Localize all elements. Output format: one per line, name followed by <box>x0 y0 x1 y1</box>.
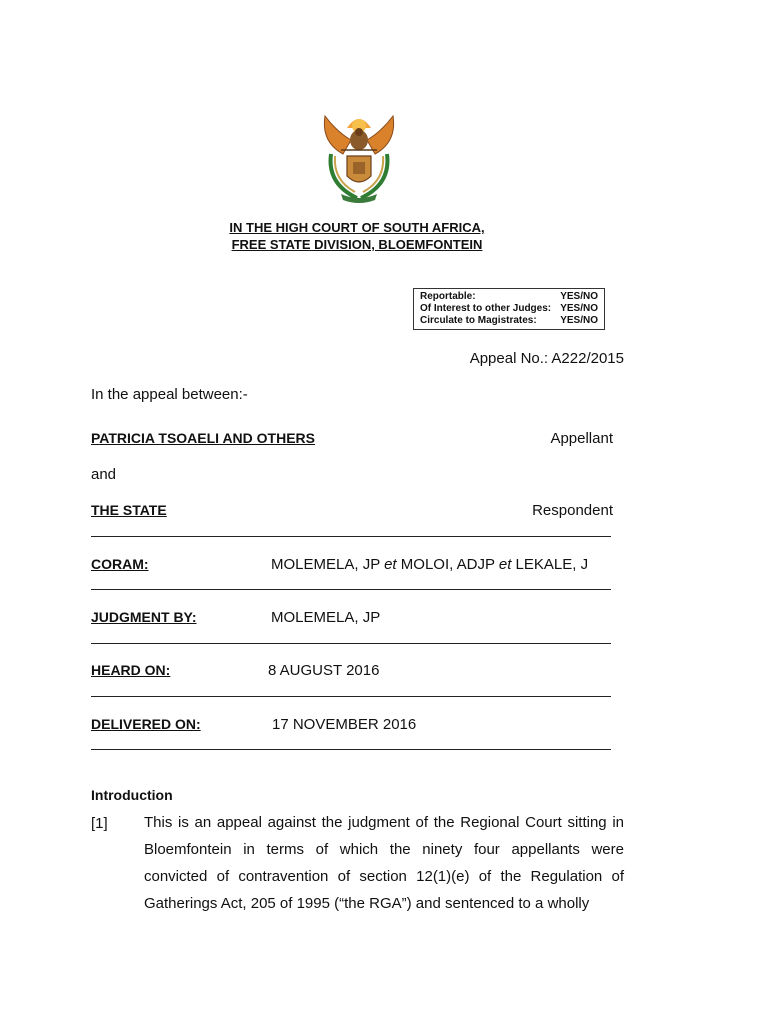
reportable-row <box>420 291 598 303</box>
respondent-name: THE STATE <box>91 502 167 518</box>
interest-row <box>420 303 598 315</box>
interest-value: YES/NO <box>560 303 598 314</box>
coram-et-1: et <box>384 556 397 573</box>
judgment-by-label: JUDGMENT BY: <box>91 609 197 625</box>
interest-label: Of Interest to other Judges: <box>420 303 552 314</box>
circulate-row <box>420 315 598 327</box>
divider <box>91 749 611 750</box>
paragraph-number: [1] <box>91 815 108 832</box>
reportable-box <box>413 288 605 330</box>
coram-judge-1: MOLEMELA, JP <box>271 556 385 573</box>
circulate-label: Circulate to Magistrates: <box>420 315 537 326</box>
heard-on-value: 8 AUGUST 2016 <box>268 662 380 679</box>
delivered-on-value: 17 NOVEMBER 2016 <box>272 716 417 733</box>
appeal-number: Appeal No.: A222/2015 <box>469 350 624 367</box>
appellant-role: Appellant <box>550 430 613 447</box>
appeal-between-text: In the appeal between:- <box>91 386 248 403</box>
and-text: and <box>91 466 117 483</box>
introduction-heading: Introduction <box>91 787 173 803</box>
coram-label: CORAM: <box>91 556 149 572</box>
coram-judge-2: MOLOI, ADJP <box>396 556 499 573</box>
heard-on-label: HEARD ON: <box>91 662 171 678</box>
reportable-label: Reportable: <box>420 291 476 302</box>
divider <box>91 589 611 590</box>
circulate-value: YES/NO <box>560 315 598 326</box>
judgment-by-value: MOLEMELA, JP <box>271 609 381 626</box>
coram-et-2: et <box>498 556 512 573</box>
respondent-role: Respondent <box>532 502 613 519</box>
divider <box>91 536 611 537</box>
delivered-on-label: DELIVERED ON: <box>91 716 201 732</box>
divider <box>91 696 611 697</box>
coram-judge-3: LEKALE, J <box>511 556 589 573</box>
coram-value <box>271 556 588 573</box>
court-title-line-2: FREE STATE DIVISION, BLOEMFONTEIN <box>231 237 483 252</box>
paragraph-text: This is an appeal against the judgment of the Regional Court sitting in Bloemfontein in terms of which the ninety four appellants were convicted of contravention of section 12(1)(e) of the Regulation of Gatherings Act, 205 of 1995 (“the RGA”) and sentenced to a wholly <box>144 814 624 912</box>
coat-of-arms-emblem <box>317 106 401 204</box>
appellant-name: PATRICIA TSOAELI AND OTHERS <box>91 430 315 446</box>
court-title-line-1: IN THE HIGH COURT OF SOUTH AFRICA, <box>229 220 485 235</box>
reportable-value: YES/NO <box>560 291 598 302</box>
divider <box>91 643 611 644</box>
